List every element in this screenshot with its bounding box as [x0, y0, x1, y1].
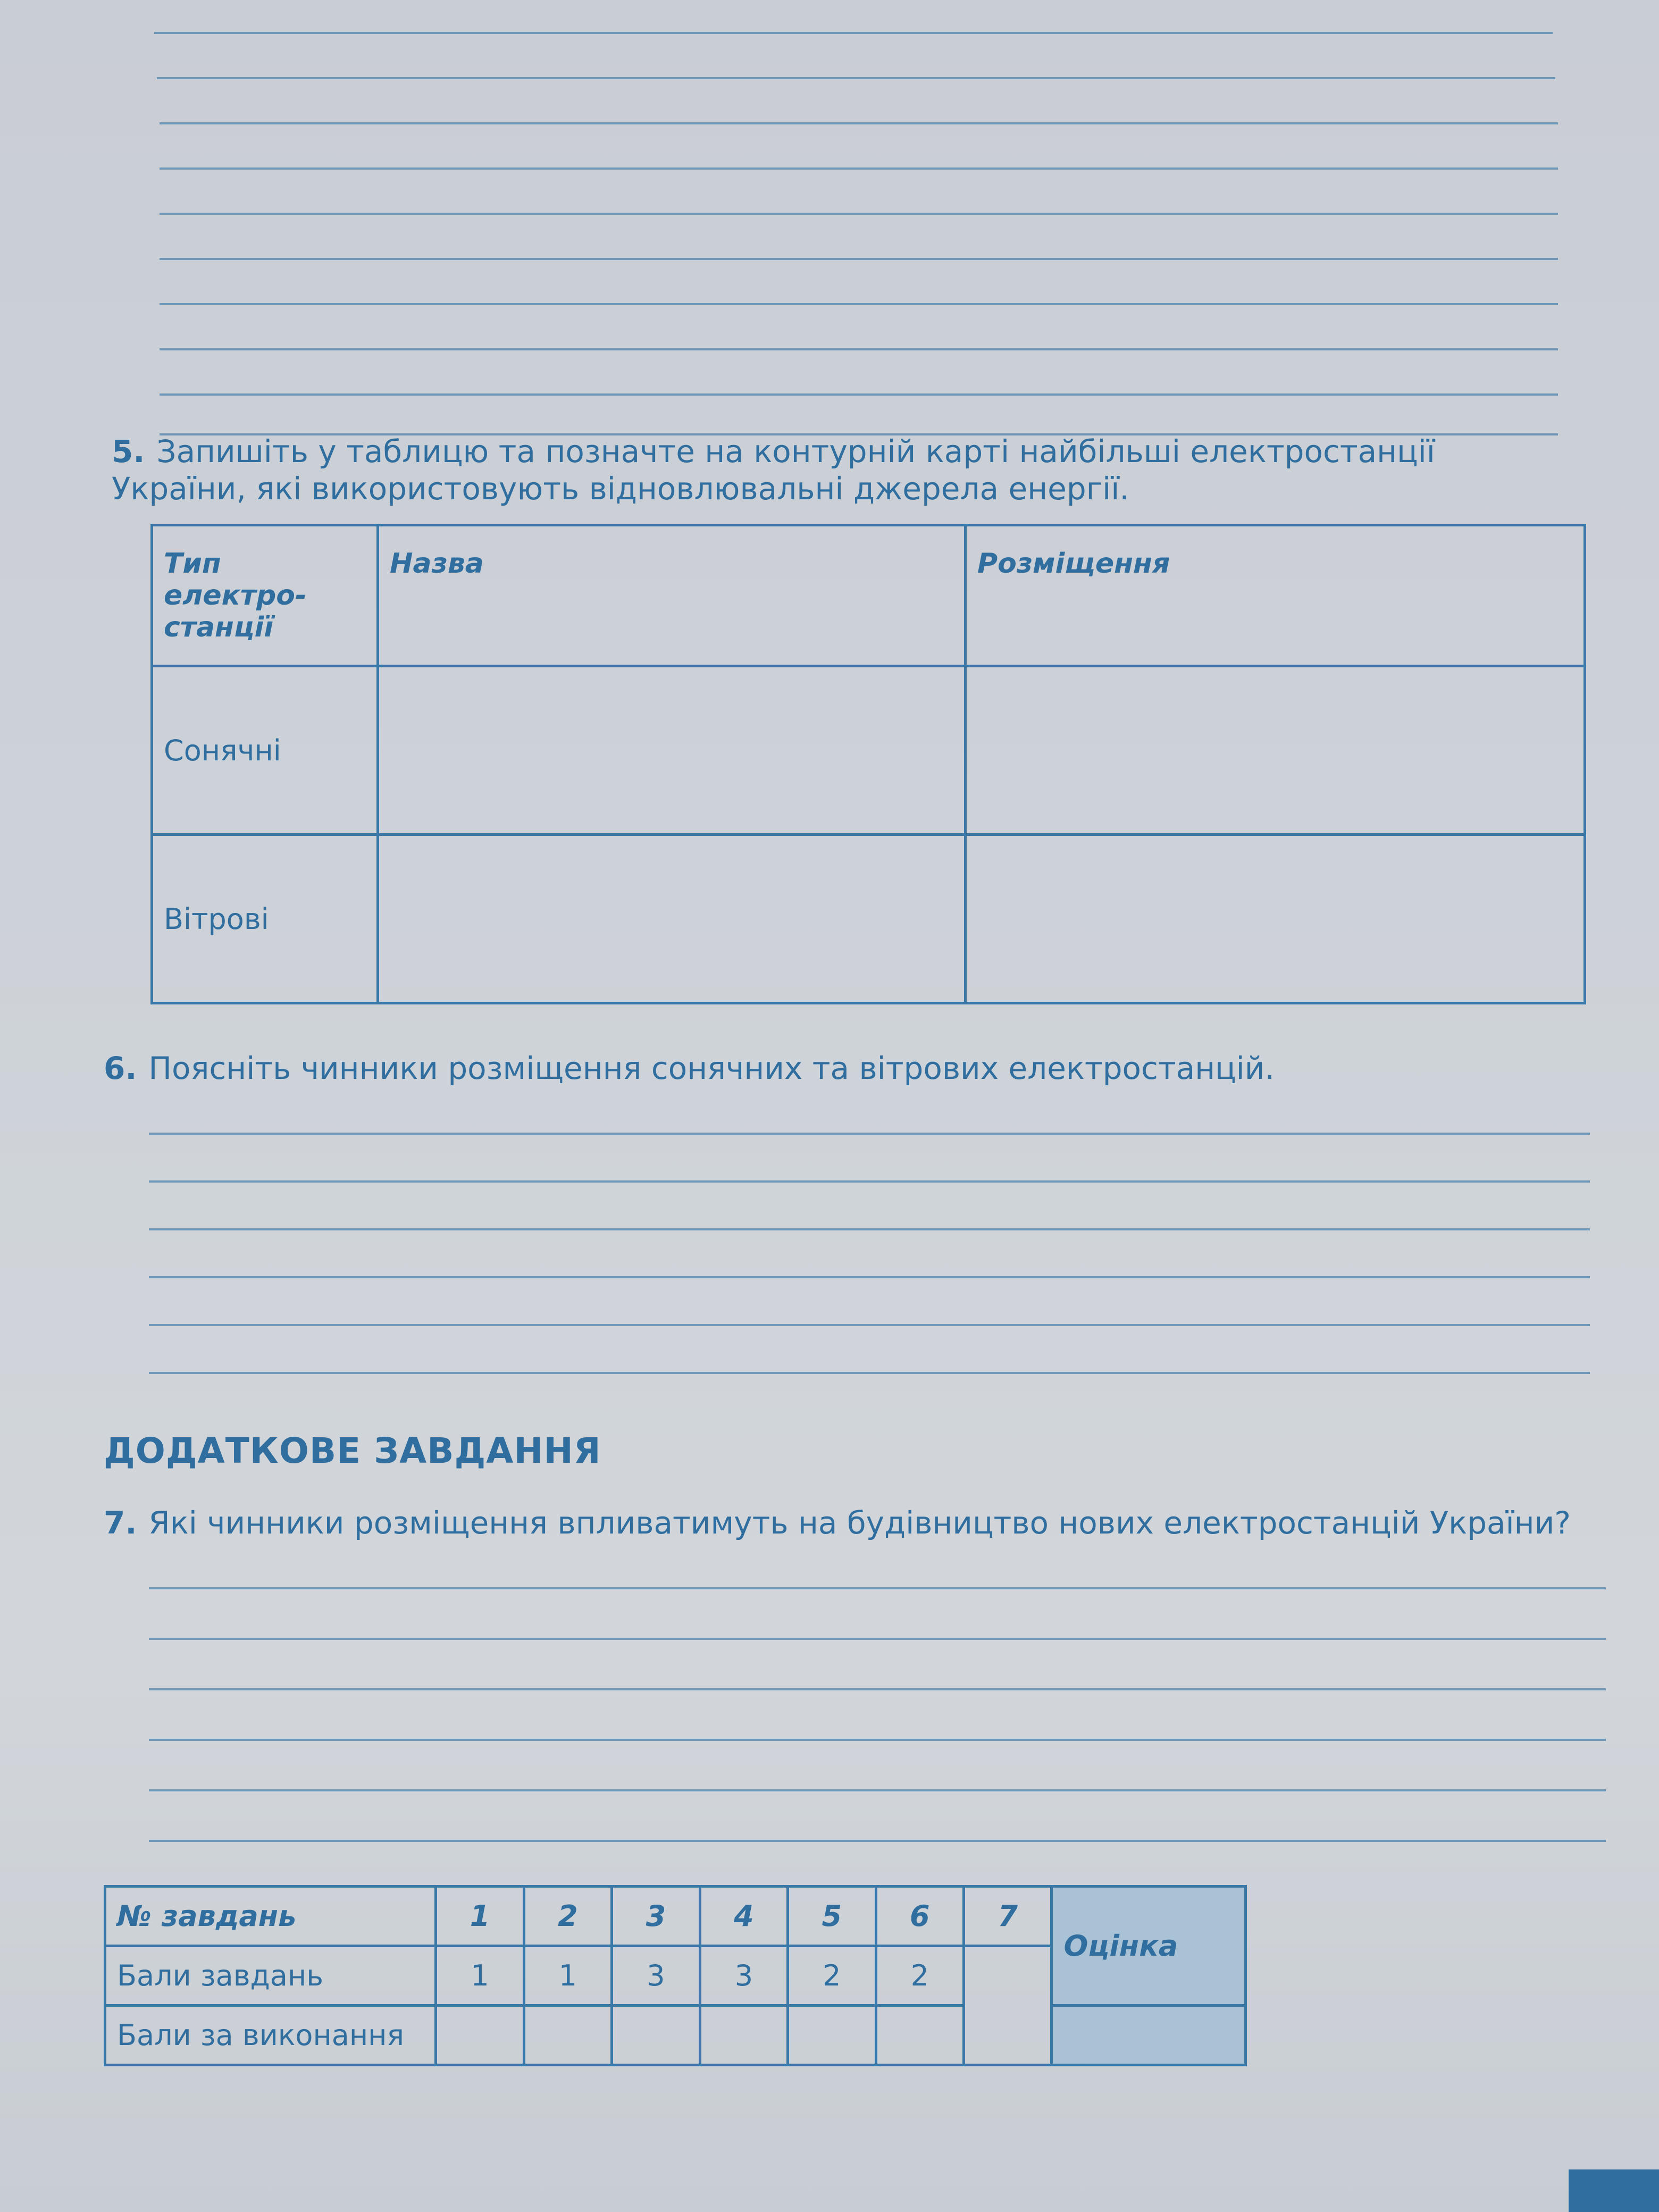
task-text: Запишіть у таблицю та позначте на контурній карті найбільші електростанції України, які використовують відновлювальні джерела енергії.	[112, 433, 1435, 507]
task-number: 5.	[112, 433, 145, 470]
header-name: Назва	[378, 525, 966, 666]
header-location: Розміщення	[966, 525, 1585, 666]
answer-line[interactable]	[149, 1228, 1590, 1230]
answer-line[interactable]	[149, 1789, 1606, 1791]
task-number: 6.	[104, 1050, 137, 1086]
task-5	[112, 433, 1579, 507]
task-6	[104, 1050, 1571, 1087]
points-cell: 3	[612, 1946, 700, 2006]
task-number-cell: 1	[436, 1887, 524, 1946]
points-cell	[964, 1946, 1052, 2065]
grade-label: Оцінка	[1052, 1887, 1246, 2006]
grade-cell[interactable]	[1052, 2006, 1246, 2065]
points-cell: 1	[436, 1946, 524, 2006]
answer-line[interactable]	[149, 1587, 1606, 1589]
power-plants-table	[150, 524, 1586, 1004]
task-number: 7.	[104, 1505, 137, 1541]
earned-cell[interactable]	[700, 2006, 787, 2065]
answer-line[interactable]	[149, 1324, 1590, 1326]
extra-task-heading: ДОДАТКОВЕ ЗАВДАННЯ	[104, 1430, 601, 1471]
task-number-cell: 7	[964, 1887, 1052, 1946]
answer-line[interactable]	[149, 1180, 1590, 1183]
header-plant-type: Тип електро-станції	[152, 525, 378, 666]
answer-line[interactable]	[149, 1133, 1590, 1135]
row-label-solar: Сонячні	[152, 666, 378, 835]
answer-line[interactable]	[149, 1276, 1590, 1278]
points-cell: 2	[788, 1946, 876, 2006]
earned-points-row	[105, 2006, 1246, 2065]
answer-line[interactable]	[160, 393, 1558, 396]
answer-line[interactable]	[160, 167, 1558, 170]
task-number-cell: 2	[524, 1887, 611, 1946]
task-number-cell: 4	[700, 1887, 787, 1946]
row-label: Бали завдань	[105, 1946, 436, 2006]
answer-line[interactable]	[160, 122, 1558, 124]
answer-line[interactable]	[149, 1688, 1606, 1690]
task-number-cell: 3	[612, 1887, 700, 1946]
wind-name-cell[interactable]	[378, 835, 966, 1003]
solar-name-cell[interactable]	[378, 666, 966, 835]
table-row	[152, 835, 1585, 1003]
earned-cell[interactable]	[876, 2006, 963, 2065]
earned-cell[interactable]	[788, 2006, 876, 2065]
earned-cell[interactable]	[524, 2006, 611, 2065]
task-text: Поясніть чинники розміщення сонячних та вітрових електростанцій.	[148, 1050, 1275, 1086]
task-number-cell: 5	[788, 1887, 876, 1946]
table-header-row	[152, 525, 1585, 666]
table-row	[152, 666, 1585, 835]
earned-cell[interactable]	[436, 2006, 524, 2065]
answer-line[interactable]	[160, 213, 1558, 215]
answer-line[interactable]	[149, 1638, 1606, 1640]
answer-line[interactable]	[149, 1739, 1606, 1741]
answer-line[interactable]	[149, 1840, 1606, 1842]
task-text: Які чинники розміщення впливатимуть на будівництво нових електростанцій України?	[148, 1505, 1571, 1541]
answer-line[interactable]	[160, 258, 1558, 260]
solar-location-cell[interactable]	[966, 666, 1585, 835]
points-cell: 3	[700, 1946, 787, 2006]
task-numbers-row	[105, 1887, 1246, 1946]
answer-line[interactable]	[160, 348, 1558, 350]
earned-cell[interactable]	[612, 2006, 700, 2065]
score-table	[104, 1885, 1247, 2066]
row-label: Бали за виконання	[105, 2006, 436, 2065]
points-cell: 1	[524, 1946, 611, 2006]
wind-location-cell[interactable]	[966, 835, 1585, 1003]
page-number-tab	[1569, 2169, 1659, 2212]
row-label: № завдань	[105, 1887, 436, 1946]
row-label-wind: Вітрові	[152, 835, 378, 1003]
points-cell: 2	[876, 1946, 963, 2006]
task-number-cell: 6	[876, 1887, 963, 1946]
answer-line[interactable]	[160, 303, 1558, 305]
answer-line[interactable]	[157, 77, 1555, 79]
task-7	[104, 1505, 1603, 1542]
answer-line[interactable]	[154, 32, 1553, 34]
answer-line[interactable]	[149, 1372, 1590, 1374]
